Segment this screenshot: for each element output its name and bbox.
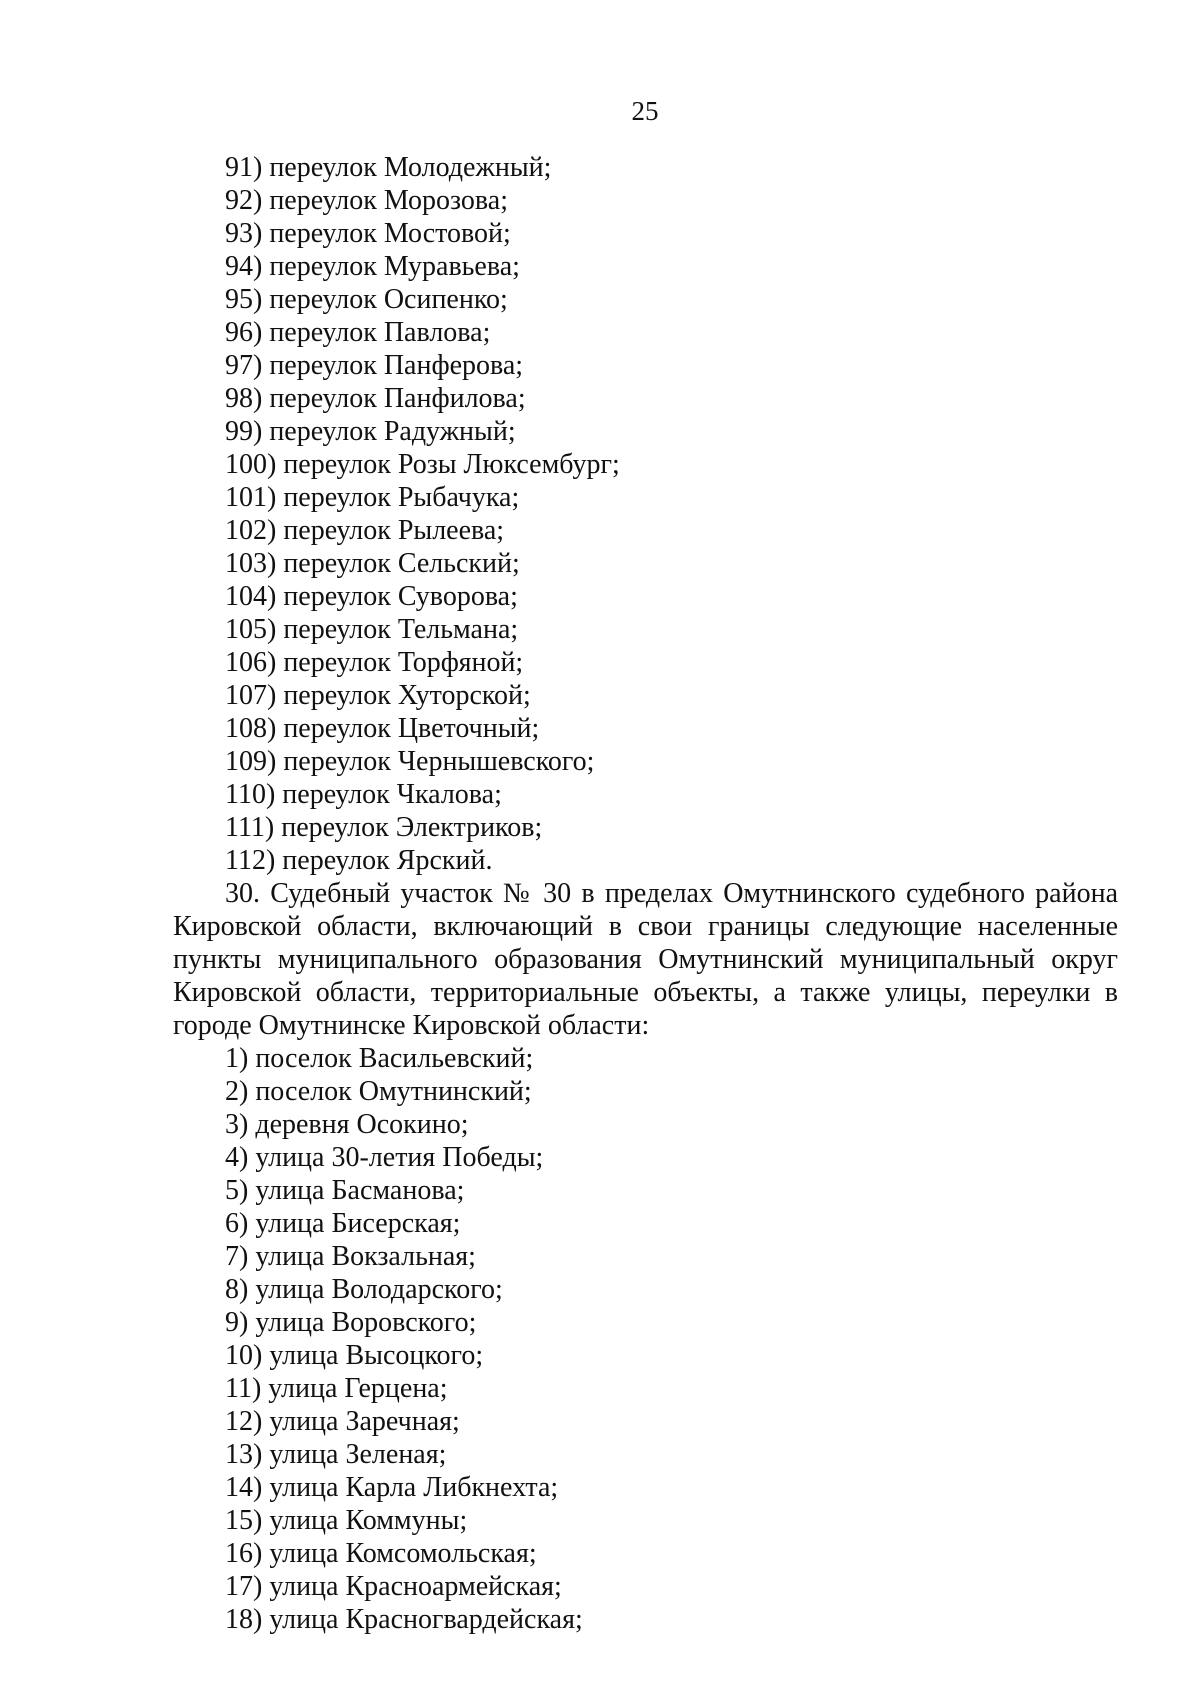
list-item: 106) переулок Торфяной; <box>225 647 524 678</box>
list-item: 8) улица Володарского; <box>225 1274 503 1305</box>
list-item: 111) переулок Электриков; <box>225 812 543 843</box>
list-item: 102) переулок Рылеева; <box>225 515 505 546</box>
list-item: 2) поселок Омутнинский; <box>225 1076 532 1107</box>
page-number: 25 <box>631 96 659 126</box>
list-item: 101) переулок Рыбачука; <box>225 482 520 513</box>
list-item: 18) улица Красногвардейская; <box>225 1604 583 1635</box>
list-item: 5) улица Басманова; <box>225 1175 465 1206</box>
list-item: 4) улица 30-летия Победы; <box>225 1142 544 1173</box>
list-item: 7) улица Вокзальная; <box>225 1241 476 1272</box>
list-item: 3) деревня Осокино; <box>225 1109 469 1140</box>
list-item: 105) переулок Тельмана; <box>225 614 519 645</box>
list-item: 16) улица Комсомольская; <box>225 1538 537 1569</box>
list-item: 12) улица Заречная; <box>225 1406 460 1437</box>
list-item: 110) переулок Чкалова; <box>225 779 502 810</box>
list-item: 94) переулок Муравьева; <box>225 251 520 282</box>
list-item: 6) улица Бисерская; <box>225 1208 461 1239</box>
list-item: 11) улица Герцена; <box>225 1373 448 1404</box>
list-item: 107) переулок Хуторской; <box>225 680 531 711</box>
list-item: 9) улица Воровского; <box>225 1307 477 1338</box>
list-item: 109) переулок Чернышевского; <box>225 746 595 777</box>
list-item: 17) улица Красноармейская; <box>225 1571 562 1602</box>
section-30-paragraph: 30. Судебный участок № 30 в пределах Омутнинского судебного района Кировской области, включающий в свои границы следующие населенные пункты муниципального образования Омутнинский муниципальный округ Кировской области, территориальные объекты, а также улицы, переулки в городе Омутнинске Кировской области: <box>173 878 1118 1041</box>
list-item: 99) переулок Радужный; <box>225 416 516 447</box>
list-item: 98) переулок Панфилова; <box>225 383 526 414</box>
street-list-part2 <box>173 1042 1118 1636</box>
list-item: 108) переулок Цветочный; <box>225 713 540 744</box>
list-item: 93) переулок Мостовой; <box>225 218 511 249</box>
street-list-part1 <box>173 151 1118 877</box>
list-item: 97) переулок Панферова; <box>225 350 524 381</box>
list-item: 1) поселок Васильевский; <box>225 1043 534 1074</box>
list-item: 10) улица Высоцкого; <box>225 1340 484 1371</box>
list-item: 15) улица Коммуны; <box>225 1505 468 1536</box>
document-body <box>173 151 1118 1636</box>
list-item: 103) переулок Сельский; <box>225 548 520 579</box>
list-item: 96) переулок Павлова; <box>225 317 491 348</box>
list-item: 92) переулок Морозова; <box>225 185 508 216</box>
list-item: 14) улица Карла Либкнехта; <box>225 1472 559 1503</box>
list-item: 13) улица Зеленая; <box>225 1439 447 1470</box>
list-item: 104) переулок Суворова; <box>225 581 518 612</box>
list-item: 91) переулок Молодежный; <box>225 152 552 183</box>
list-item: 112) переулок Ярский. <box>225 845 493 876</box>
list-item: 100) переулок Розы Люксембург; <box>225 449 620 480</box>
list-item: 95) переулок Осипенко; <box>225 284 508 315</box>
